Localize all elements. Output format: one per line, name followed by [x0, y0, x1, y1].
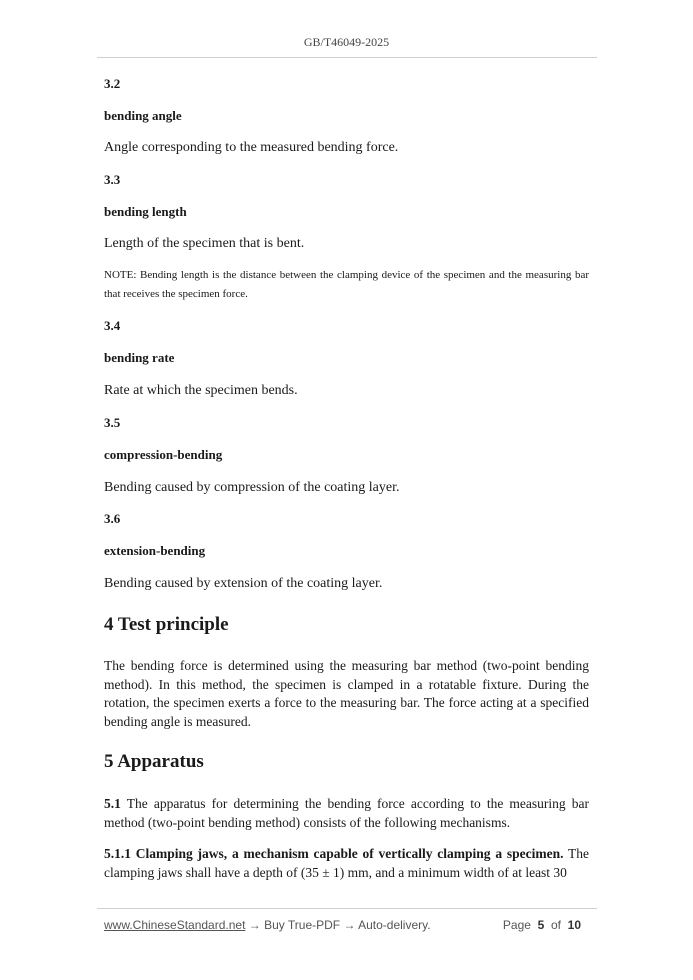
term-number: 3.6 — [104, 511, 121, 526]
term-title: compression-bending — [104, 447, 223, 462]
clause-number: 5.1 — [104, 796, 121, 811]
footer-links: → Buy True-PDF → Auto-delivery. — [245, 918, 431, 932]
section-heading: 4 Test principle — [104, 614, 229, 635]
section-paragraph: The bending force is determined using the measuring bar method (two-point bending method). In this method, the specimen is clamped in a rotatable fixture. During the rotation, the specimen exerts a force to the measuring bar. The force acting at a specified bending angle is measured. — [104, 658, 589, 729]
term-number: 3.3 — [104, 172, 121, 187]
page-header: GB/T46049-2025 — [303, 35, 390, 49]
term-title: extension-bending — [104, 543, 206, 558]
page-number: 5 — [537, 918, 545, 932]
page-total: 10 — [567, 918, 581, 932]
term-note: NOTE: Bending length is the distance between the clamping device of the specimen and the measuring bar that receives the specimen force. — [104, 269, 589, 300]
term-number: 3.5 — [104, 415, 121, 430]
page-footer — [104, 918, 589, 932]
site-link[interactable]: www.ChineseStandard.net — [104, 918, 246, 932]
footer-divider — [97, 908, 597, 909]
term-title: bending angle — [104, 108, 182, 123]
clause-heading: 5.1.1 Clamping jaws, a mechanism capable of vertically clamping a specimen. — [104, 846, 564, 861]
page-indicator — [503, 918, 581, 932]
term-title: bending length — [104, 204, 187, 219]
section-heading: 5 Apparatus — [104, 751, 204, 772]
term-number: 3.2 — [104, 76, 121, 91]
term-title: bending rate — [104, 350, 175, 365]
section-paragraph — [104, 795, 589, 832]
header-divider — [97, 57, 597, 58]
term-definition: Bending caused by compression of the coating layer. — [104, 480, 400, 495]
clause-text: The apparatus for determining the bending force according to the measuring bar method (two-point bending method) consists of the following mechanisms. — [104, 796, 589, 830]
section-paragraph — [104, 845, 589, 882]
term-definition: Angle corresponding to the measured bending force. — [104, 140, 399, 155]
term-definition: Length of the specimen that is bent. — [104, 236, 305, 251]
term-definition: Rate at which the specimen bends. — [104, 383, 298, 398]
page-label: Page — [502, 918, 531, 932]
of-label: of — [550, 918, 561, 932]
term-definition: Bending caused by extension of the coating layer. — [104, 576, 383, 591]
clause-text: The clamping jaws shall have a depth of (35 ± 1) mm, and a minimum width of at least 30 — [104, 846, 589, 880]
term-number: 3.4 — [104, 318, 121, 333]
